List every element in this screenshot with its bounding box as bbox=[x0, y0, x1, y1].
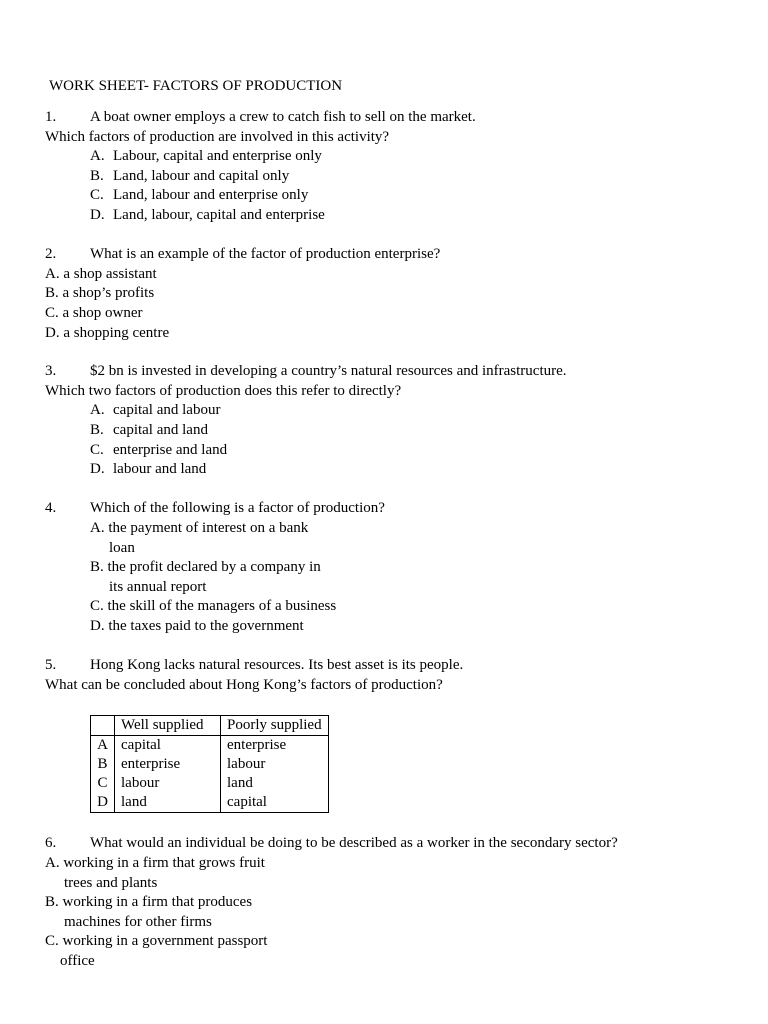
answer-option: B. working in a firm that produces bbox=[45, 894, 253, 910]
page-title: WORK SHEET- FACTORS OF PRODUCTION bbox=[49, 78, 343, 94]
answer-option: B. Land, labour and capital only bbox=[90, 168, 290, 184]
table-corner-cell bbox=[91, 716, 115, 736]
answer-option: C. enterprise and land bbox=[90, 442, 228, 458]
answer-option: B. a shop’s profits bbox=[45, 285, 155, 301]
cell-poorly-supplied: land bbox=[221, 774, 329, 793]
question-1 bbox=[45, 108, 476, 127]
cell-well-supplied: labour bbox=[115, 774, 221, 793]
answer-option-continuation: office bbox=[60, 953, 95, 969]
table-row bbox=[91, 774, 329, 793]
answer-option: A. Labour, capital and enterprise only bbox=[90, 148, 322, 164]
cell-well-supplied: capital bbox=[115, 736, 221, 756]
question-stem: What would an individual be doing to be described as a worker in the secondary sector? bbox=[90, 835, 618, 851]
question-stem-line-2: Which two factors of production does this refer to directly? bbox=[45, 383, 402, 399]
row-key: C bbox=[91, 774, 115, 793]
row-key: D bbox=[91, 793, 115, 813]
answer-option: D. labour and land bbox=[90, 461, 207, 477]
column-header-poorly-supplied: Poorly supplied bbox=[221, 716, 329, 736]
answer-table bbox=[90, 715, 329, 813]
question-stem: Hong Kong lacks natural resources. Its best asset is its people. bbox=[90, 657, 464, 673]
question-number: 1. bbox=[45, 109, 57, 125]
cell-poorly-supplied: enterprise bbox=[221, 736, 329, 756]
question-number: 6. bbox=[45, 835, 57, 851]
question-4 bbox=[45, 499, 385, 518]
answer-option: C. the skill of the managers of a business bbox=[90, 598, 337, 614]
answer-option-continuation: trees and plants bbox=[64, 875, 158, 891]
answer-option-continuation: machines for other firms bbox=[64, 914, 212, 930]
cell-poorly-supplied: labour bbox=[221, 755, 329, 774]
question-number: 5. bbox=[45, 657, 57, 673]
question-2 bbox=[45, 245, 440, 264]
row-key: B bbox=[91, 755, 115, 774]
table-row bbox=[91, 736, 329, 756]
answer-option: A. capital and labour bbox=[90, 402, 221, 418]
answer-option: B. the profit declared by a company in bbox=[90, 559, 321, 575]
question-stem-line-2: What can be concluded about Hong Kong’s factors of production? bbox=[45, 677, 443, 693]
question-stem: What is an example of the factor of production enterprise? bbox=[90, 246, 441, 262]
answer-option: C. working in a government passport bbox=[45, 933, 268, 949]
question-stem: $2 bn is invested in developing a country’s natural resources and infrastructure. bbox=[90, 363, 567, 379]
table-row bbox=[91, 755, 329, 774]
question-6 bbox=[45, 834, 618, 853]
cell-well-supplied: land bbox=[115, 793, 221, 813]
question-5 bbox=[45, 656, 463, 675]
answer-option: A. the payment of interest on a bank bbox=[90, 520, 309, 536]
question-3 bbox=[45, 362, 567, 381]
answer-option: B. capital and land bbox=[90, 422, 208, 438]
question-number: 3. bbox=[45, 363, 57, 379]
answer-option: A. working in a firm that grows fruit bbox=[45, 855, 265, 871]
answer-option: D. a shopping centre bbox=[45, 325, 170, 341]
question-stem-line-2: Which factors of production are involved in this activity? bbox=[45, 129, 390, 145]
answer-option: C. Land, labour and enterprise only bbox=[90, 187, 309, 203]
answer-option: C. a shop owner bbox=[45, 305, 143, 321]
question-number: 2. bbox=[45, 246, 57, 262]
cell-poorly-supplied: capital bbox=[221, 793, 329, 813]
answer-option: D. the taxes paid to the government bbox=[90, 618, 304, 634]
answer-option: A. a shop assistant bbox=[45, 266, 157, 282]
question-number: 4. bbox=[45, 500, 57, 516]
answer-option-continuation: loan bbox=[109, 540, 135, 556]
answer-option-continuation: its annual report bbox=[109, 579, 207, 595]
table-row bbox=[91, 793, 329, 813]
cell-well-supplied: enterprise bbox=[115, 755, 221, 774]
question-stem: Which of the following is a factor of production? bbox=[90, 500, 385, 516]
column-header-well-supplied: Well supplied bbox=[115, 716, 221, 736]
table-header-row bbox=[91, 716, 329, 736]
answer-option: D. Land, labour, capital and enterprise bbox=[90, 207, 325, 223]
question-stem: A boat owner employs a crew to catch fish to sell on the market. bbox=[90, 109, 476, 125]
row-key: A bbox=[91, 736, 115, 756]
